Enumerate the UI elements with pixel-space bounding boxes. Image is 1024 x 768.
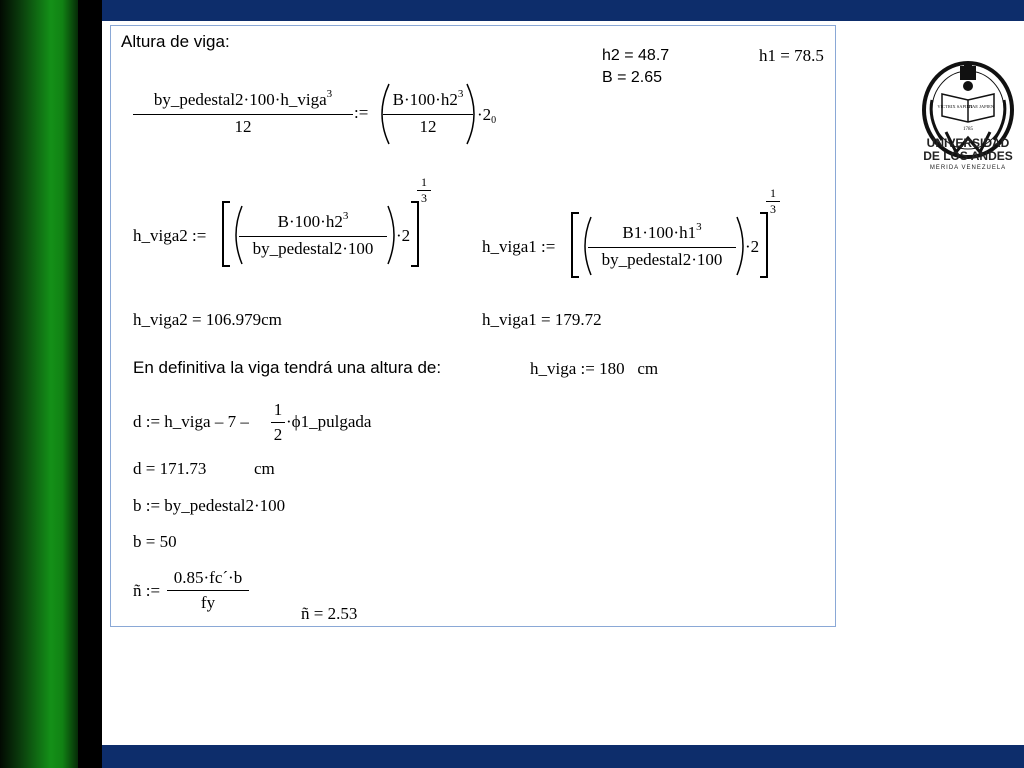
param-h1: h1 = 78.5 [759,46,824,65]
logo-book-left-text: VICTRIX SAPIEN [937,104,973,109]
eq3-fraction: $B1\cdot 100\cdot h1^3$ by_pedestal2·100 [588,223,736,270]
university-name-line2: DE LOS ANDES [923,149,1013,163]
d-def-rhs: ·ϕ1_pulgada [286,412,372,431]
eq2-mult: ·2 [396,226,411,245]
left-black-bar [78,0,102,768]
param-h2: h2 = 48.7 [602,47,670,64]
b-definition: b := by_pedestal2·100 [133,496,286,515]
d-value: d = 171.73 [133,459,207,478]
d-unit: cm [254,459,275,478]
eq1-mult: ·20 [477,105,497,126]
left-green-bar [0,0,78,768]
eq3-mult: ·2 [745,237,760,256]
n-def-lhs: ñ := [133,581,161,600]
eq2-fraction: $B\cdot 100\cdot h2^3$ by_pedestal2·100 [239,212,387,259]
param-B: B = 2.65 [602,69,663,86]
d-def-lhs: d := h_viga – 7 – [133,412,249,431]
conclusion-text: En definitiva la viga tendrá una altura de: [133,358,442,377]
eq1-rhs-fraction: $B\cdot 100\cdot h2^3$ 12 [383,90,473,137]
n-def-fraction: 0.85·fc´·b fy [167,568,249,613]
top-navy-bar [102,0,1024,21]
n-value: ñ = 2.53 [301,604,358,623]
university-location: MERIDA VENEZUELA [929,165,1007,171]
logo-year: 1785 [963,127,973,132]
logo-book-right-text: TIAE JAPIEN [967,104,995,109]
eq3-lhs: h_viga1 := [482,237,556,256]
eq2-exponent: 1 3 [417,176,431,205]
b-value: b = 50 [133,532,177,551]
eq2-lhs: h_viga2 := [133,226,207,245]
eq1-assign: := [354,103,369,122]
h-viga-definition: h_viga := 180 cm [530,359,659,378]
result-h-viga1: h_viga1 = 179.72 [482,310,602,329]
university-name-line1: UNIVERSIDAD [926,136,1010,150]
bottom-navy-bar [102,745,1024,768]
eq1-lhs-fraction: by_pedestal2·100·h_viga$^3$ 12 [133,90,353,137]
result-h-viga2: h_viga2 = 106.979cm [133,310,282,329]
eq2-right-bracket [411,201,419,267]
eq3-right-bracket [760,212,768,278]
eq3-exponent: 1 3 [766,187,780,216]
section-title: Altura de viga: [121,32,230,51]
d-def-fraction: 1 2 [271,400,285,445]
mathcad-worksheet [110,25,836,627]
